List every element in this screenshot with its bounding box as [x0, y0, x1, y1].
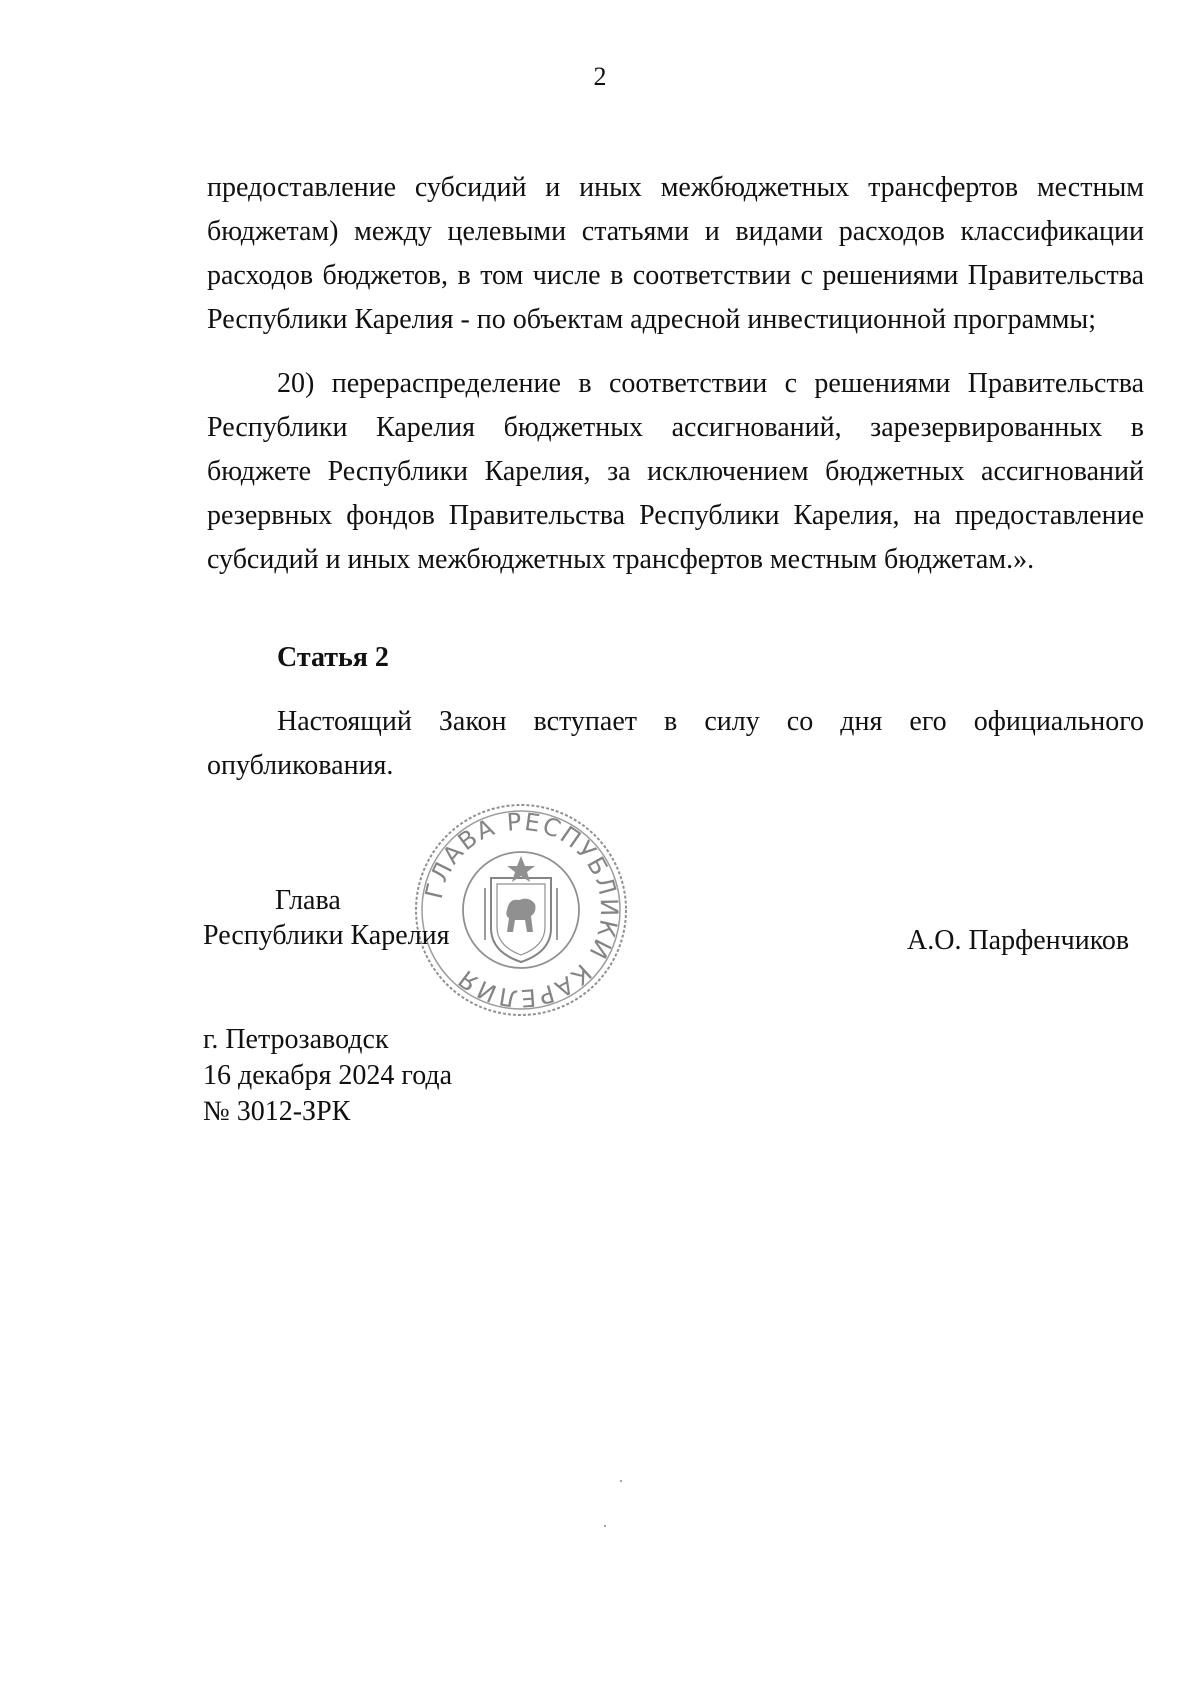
text-line: субсидий и иных межбюджетных трансфертов местным бюджетам.». [207, 544, 1035, 575]
date: 16 декабря 2024 года [203, 1060, 453, 1091]
article-heading: Статья 2 [277, 642, 389, 673]
paragraph-continuation [207, 166, 1144, 342]
svg-text:ГЛАВА РЕСПУБЛИКИ КАРЕЛИЯ: ГЛАВА РЕСПУБЛИКИ КАРЕЛИЯ [419, 807, 624, 1013]
text-line: Настоящий Закон вступает в силу со дня его официального [277, 706, 1144, 737]
article-text [207, 700, 1144, 788]
text-line: бюджетам) между целевыми статьями и видами расходов классификации [207, 216, 1144, 247]
page-number: 2 [593, 62, 607, 91]
paragraph-item-20 [207, 362, 1144, 582]
text-line: Республики Карелия бюджетных ассигнований, зарезервированных в [207, 412, 1144, 443]
signatory-title: Глава [275, 885, 341, 916]
law-number: № 3012-ЗРК [203, 1096, 351, 1127]
official-seal-icon [411, 800, 631, 1020]
text-line: Республики Карелия - по объектам адресной инвестиционной программы; [207, 304, 1097, 335]
scan-speck [620, 1480, 622, 1482]
place: г. Петрозаводск [203, 1024, 389, 1055]
signatory-name: А.О. Парфенчиков [907, 925, 1130, 956]
text-line: 20) перераспределение в соответствии с решениями Правительства [277, 368, 1144, 399]
text-line: бюджете Республики Карелия, за исключением бюджетных ассигнований [207, 456, 1144, 487]
text-line: предоставление субсидий и иных межбюджетных трансфертов местным [207, 172, 1144, 203]
text-line: расходов бюджетов, в том числе в соответствии с решениями Правительства [207, 260, 1144, 291]
signatory-title-republic: Республики Карелия [203, 920, 450, 951]
place-date-block [203, 1022, 452, 1130]
text-line: опубликования. [207, 750, 394, 781]
text-line: резервных фондов Правительства Республики Карелия, на предоставление [207, 500, 1144, 531]
scan-speck [604, 1525, 606, 1527]
